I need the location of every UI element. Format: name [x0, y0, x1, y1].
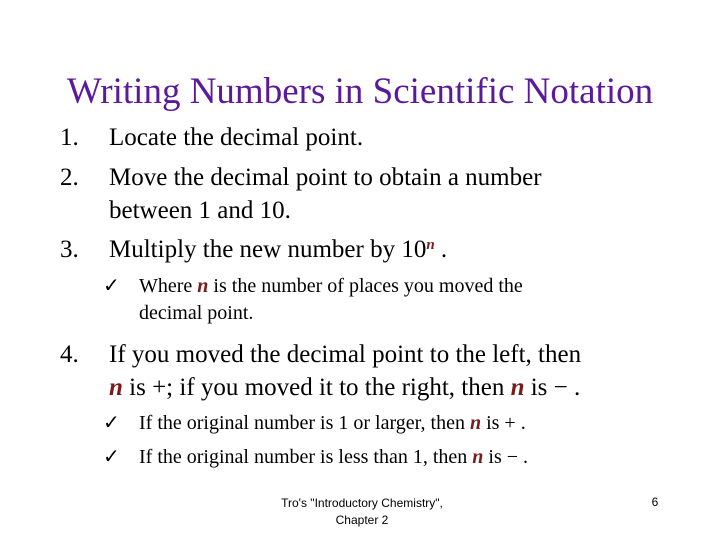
list-item-step-2 — [60, 161, 700, 227]
variable-n: n — [510, 374, 525, 401]
step-text-end: . — [434, 236, 448, 263]
step-text: Locate the decimal point. — [109, 124, 364, 151]
sub-bullet-text: is the number of places you moved the — [208, 275, 523, 297]
sub-bullet-text: If the original number is less than 1, then — [139, 446, 473, 468]
checkmark-icon: ✓ — [103, 446, 120, 468]
sub-bullet-line-2: decimal point. — [139, 302, 254, 324]
checkmark-icon: ✓ — [103, 412, 120, 434]
step-text-line-1: Move the decimal point to obtain a number — [109, 164, 542, 191]
step-number: 4. — [60, 341, 79, 368]
exponent-variable: n — [426, 237, 435, 253]
footer-source — [250, 495, 474, 529]
variable-n: n — [469, 412, 482, 434]
variable-n: n — [472, 446, 484, 468]
variable-n: n — [197, 275, 209, 297]
page-number: 6 — [651, 495, 659, 509]
sub-bullet-line — [139, 444, 703, 471]
step-text-end: is − . — [524, 374, 581, 401]
sub-bullet-text: is − . — [483, 446, 529, 468]
step-text-line-2 — [109, 371, 700, 404]
slide-title: Writing Numbers in Scientific Notation — [66, 71, 654, 112]
step-text-line-2: between 1 and 10. — [109, 197, 291, 224]
variable-n: n — [109, 374, 123, 401]
step-text-line-1: If you moved the decimal point to the left, then — [109, 341, 582, 368]
step-number: 1. — [60, 124, 79, 151]
checkmark-icon: ✓ — [103, 275, 120, 297]
sub-bullet-text: If the original number is 1 or larger, then — [139, 412, 470, 434]
list-item-step-3 — [60, 233, 700, 266]
list-item-step-1 — [60, 121, 700, 154]
footer-line-1: Tro's "Introductory Chemistry", — [281, 496, 443, 510]
sub-bullet-line — [139, 410, 703, 437]
sub-bullet-text: Where — [139, 275, 198, 297]
step-text-main: Multiply the new number by 10 — [109, 236, 427, 263]
list-item-step-4 — [60, 338, 700, 404]
step-text-mid: is +; if you moved it to the right, then — [122, 374, 511, 401]
footer-line-2: Chapter 2 — [335, 513, 389, 527]
sub-bullet-text: is + . — [481, 412, 526, 434]
sub-bullet-step-3 — [103, 273, 703, 327]
step-number: 2. — [60, 164, 79, 191]
sub-bullet-step-4-b — [103, 444, 703, 471]
sub-bullet-line-1 — [139, 273, 703, 300]
step-number: 3. — [60, 236, 79, 263]
step-text — [109, 233, 700, 266]
sub-bullet-step-4-a — [103, 410, 703, 437]
